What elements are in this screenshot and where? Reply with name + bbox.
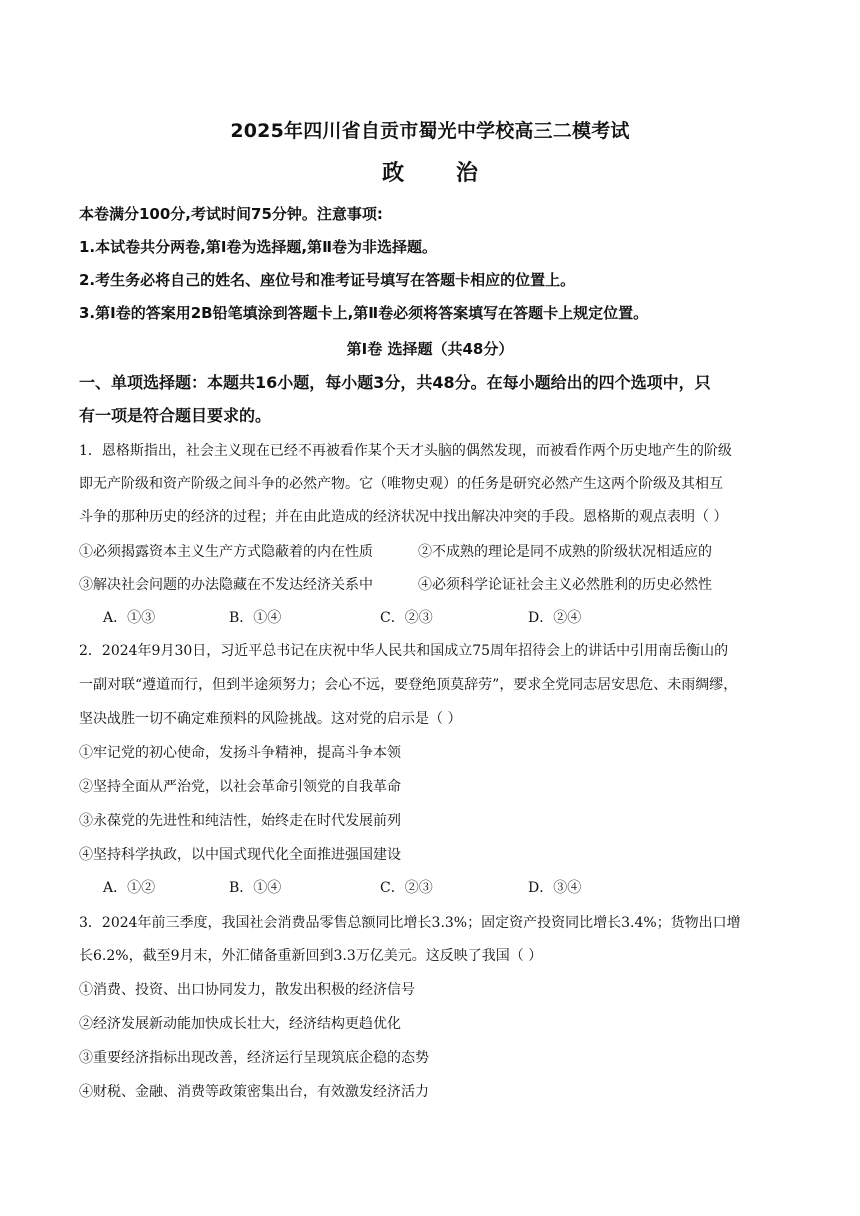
statement-item: ④必须科学论证社会主义必然胜利的历史必然性 xyxy=(418,577,712,593)
subject-title: 政 治 xyxy=(382,161,500,186)
question-text: 即无产阶级和资产阶级之间斗争的必然产物。它（唯物史观）的任务是研究必然产生这两个阶级及其相互 xyxy=(79,476,723,492)
statement-item: ④财税、金融、消费等政策密集出台，有效激发经济活力 xyxy=(79,1084,429,1100)
exam-note: 本卷满分100分,考试时间75分钟。注意事项: xyxy=(79,205,383,223)
question-text: 斗争的那种历史的经济的过程；并在由此造成的经济状况中找出解决冲突的手段。恩格斯的观点表明（ ） xyxy=(79,509,728,525)
exam-note: 1.本试卷共分两卷,第Ⅰ卷为选择题,第Ⅱ卷为非选择题。 xyxy=(79,238,437,256)
answer-option-d[interactable]: D．③④ xyxy=(528,880,582,896)
statement-item: ②经济发展新动能加快成长壮大，经济结构更趋优化 xyxy=(79,1016,401,1032)
statement-item: ③解决社会问题的办法隐藏在不发达经济关系中 xyxy=(79,577,373,593)
statement-item: ①消费、投资、出口协同发力，散发出积极的经济信号 xyxy=(79,982,415,998)
exam-note: 2.考生务必将自己的姓名、座位号和准考证号填写在答题卡相应的位置上。 xyxy=(79,271,576,289)
question-text: 长6.2%，截至9月末，外汇储备重新回到3.3万亿美元。这反映了我国（ ） xyxy=(79,948,543,964)
question-text: 1．恩格斯指出，社会主义现在已经不再被看作某个天才头脑的偶然发现，而被看作两个历史地产生的阶级 xyxy=(79,443,732,459)
section-instruction: 一、单项选择题：本题共16小题，每小题3分，共48分。在每小题给出的四个选项中，只 xyxy=(79,373,711,392)
statement-item: ①必须揭露资本主义生产方式隐蔽着的内在性质 xyxy=(79,544,373,560)
statement-item: ③永葆党的先进性和纯洁性，始终走在时代发展前列 xyxy=(79,813,401,829)
question-text: 3．2024年前三季度，我国社会消费品零售总额同比增长3.3%；固定资产投资同比增长3.4%；货物出口增 xyxy=(79,915,741,931)
exam-note: 3.第Ⅰ卷的答案用2B铅笔填涂到答题卡上,第Ⅱ卷必须将答案填写在答题卡上规定位置。 xyxy=(79,304,649,322)
statement-item: ④坚持科学执政，以中国式现代化全面推进强国建设 xyxy=(79,847,401,863)
question-text: 一副对联“遵道而行，但到半途须努力；会心不远，要登绝顶莫辞劳”，要求全党同志居安思危、未雨绸缪， xyxy=(79,677,738,693)
statement-item: ②坚持全面从严治党，以社会革命引领党的自我革命 xyxy=(79,779,401,795)
answer-option-a[interactable]: A．①③ xyxy=(103,610,156,626)
statement-item: ③重要经济指标出现改善，经济运行呈现筑底企稳的态势 xyxy=(79,1050,429,1066)
question-text: 2．2024年9月30日，习近平总书记在庆祝中华人民共和国成立75周年招待会上的讲话中引用南岳衡山的 xyxy=(79,643,729,659)
section-title: 第Ⅰ卷 选择题（共48分） xyxy=(346,340,514,358)
answer-option-b[interactable]: B．①④ xyxy=(229,880,282,896)
answer-option-c[interactable]: C．②③ xyxy=(380,610,433,626)
section-instruction: 有一项是符合题目要求的。 xyxy=(79,406,272,425)
answer-option-c[interactable]: C．②③ xyxy=(380,880,433,896)
exam-title: 2025年四川省自贡市蜀光中学校高三二模考试 xyxy=(230,120,630,142)
question-text: 坚决战胜一切不确定难预料的风险挑战。这对党的启示是（ ） xyxy=(79,711,462,727)
answer-option-d[interactable]: D．②④ xyxy=(528,610,582,626)
answer-option-b[interactable]: B．①④ xyxy=(229,610,282,626)
answer-option-a[interactable]: A．①② xyxy=(103,880,156,896)
statement-item: ②不成熟的理论是同不成熟的阶级状况相适应的 xyxy=(418,544,712,560)
statement-item: ①牢记党的初心使命，发扬斗争精神，提高斗争本领 xyxy=(79,745,401,761)
